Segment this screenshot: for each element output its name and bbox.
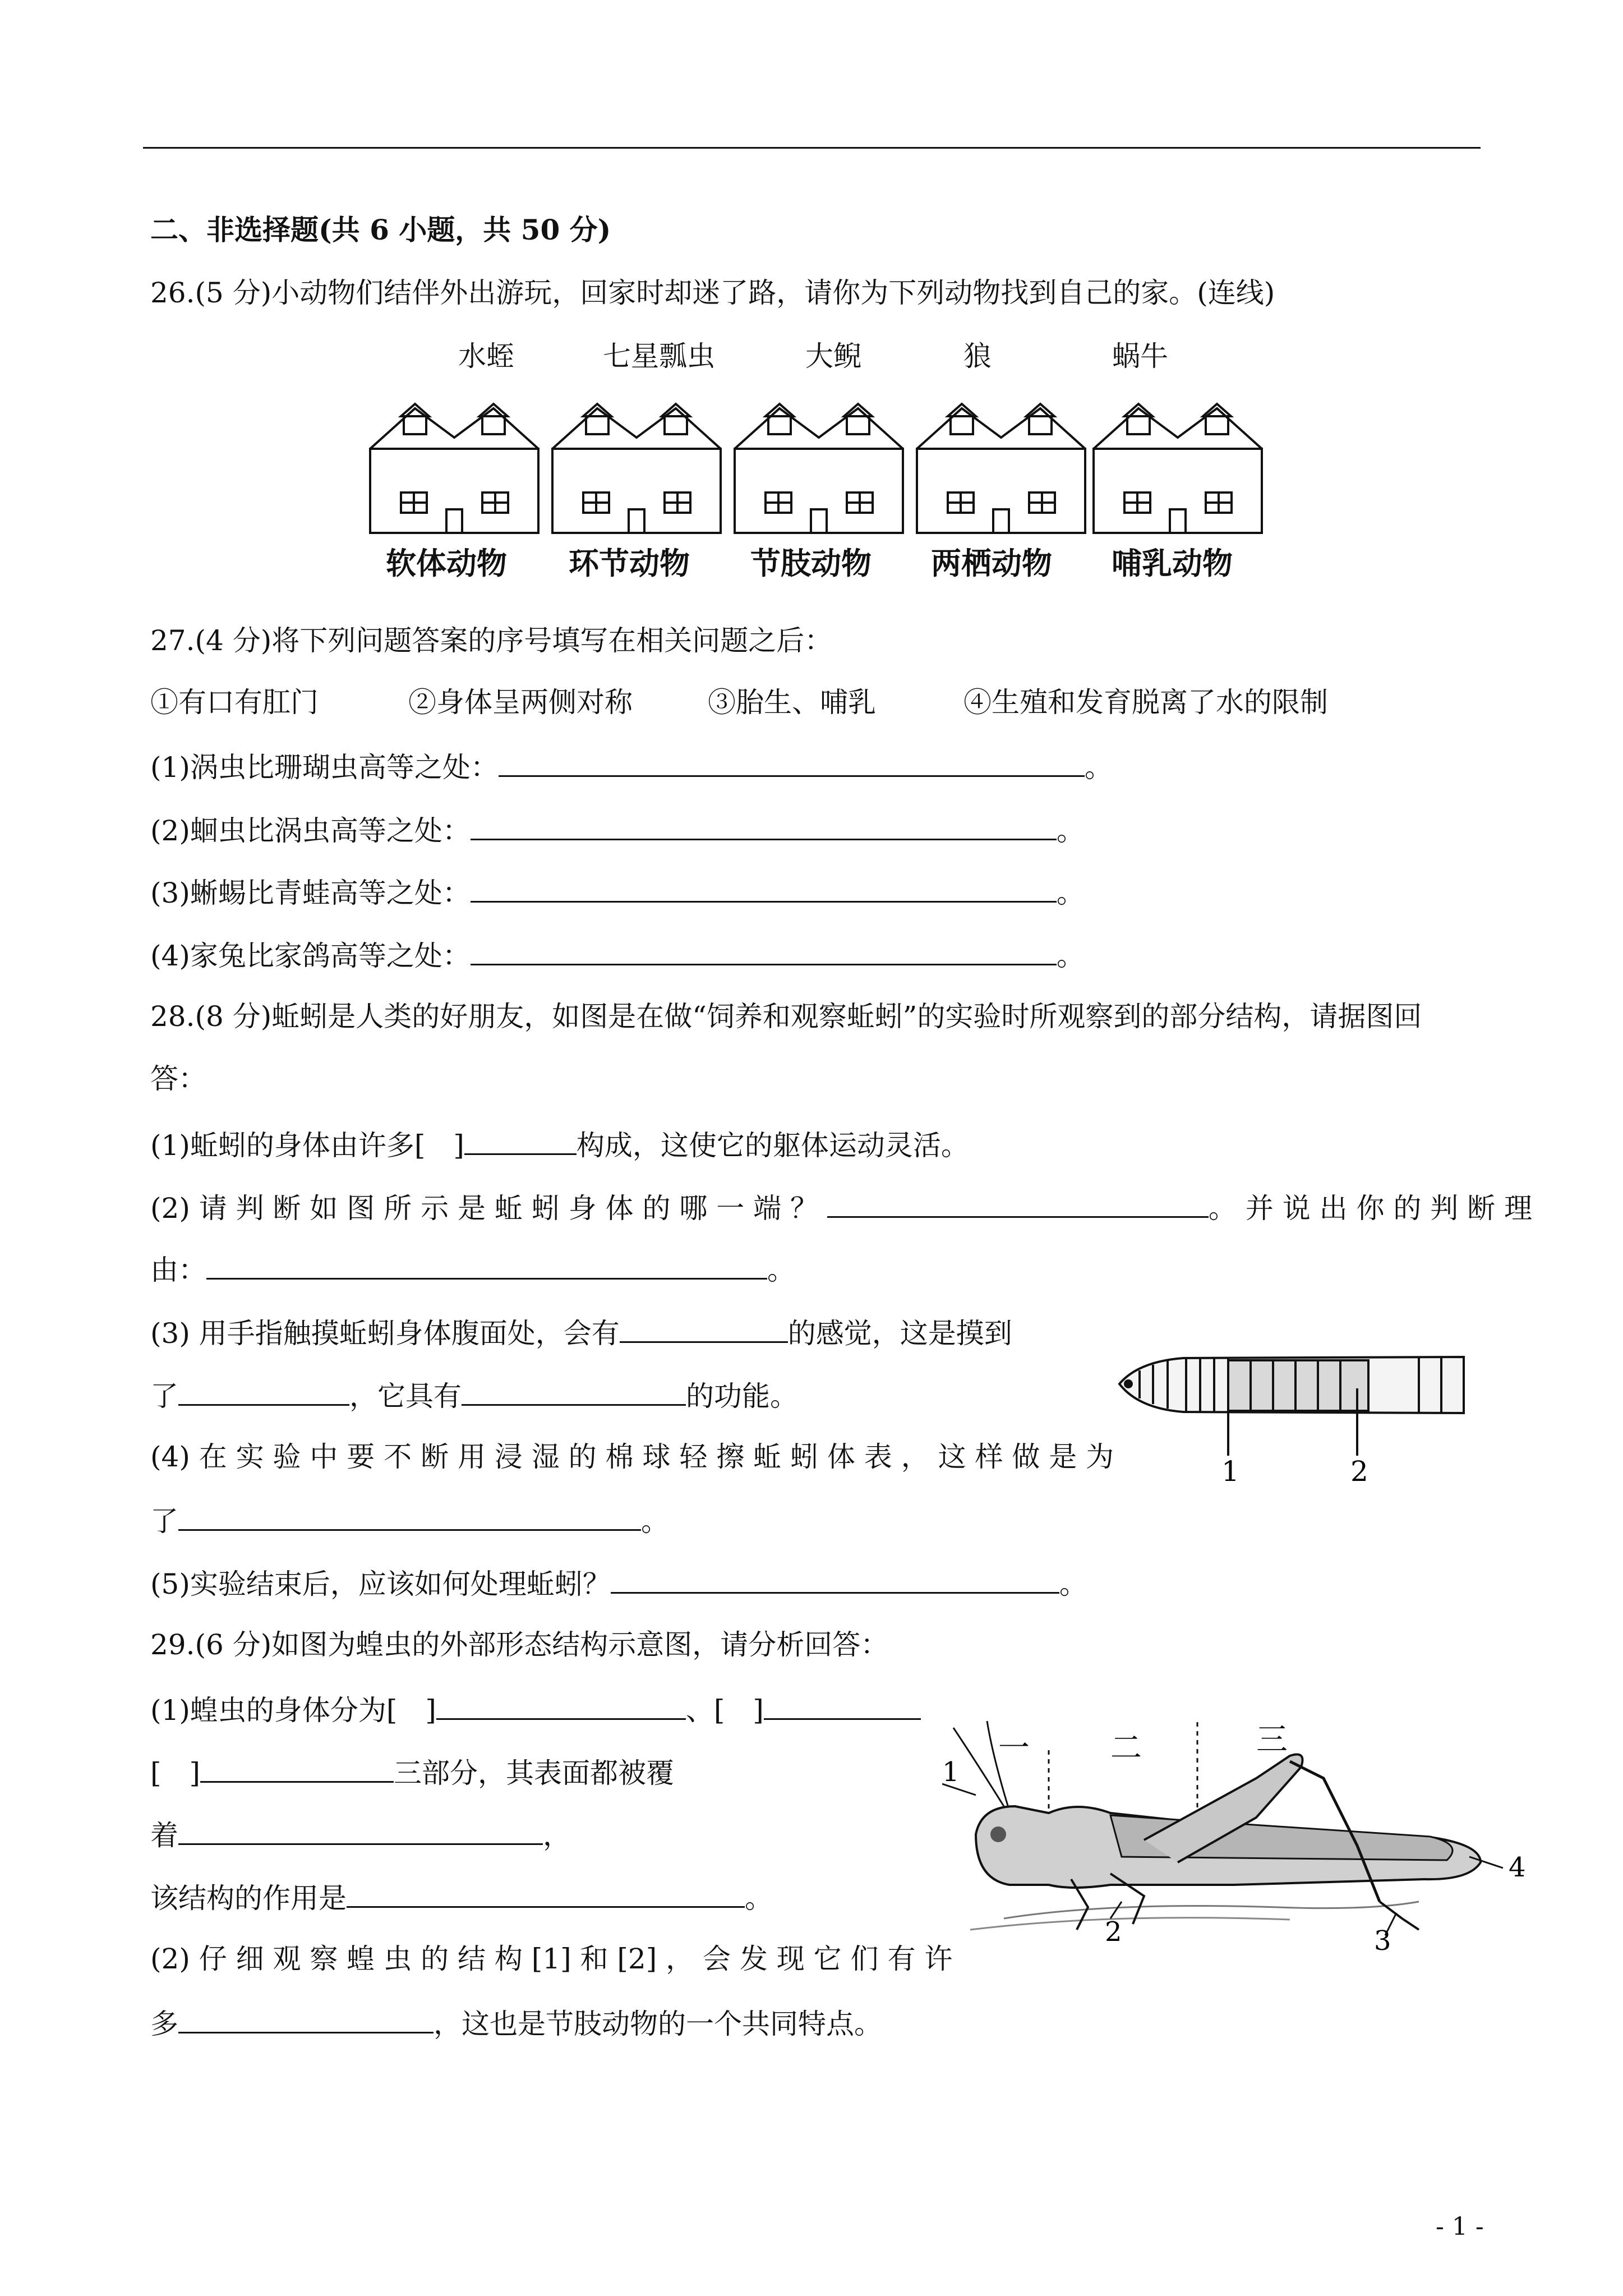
period: 。 — [1056, 877, 1085, 909]
q26-stem: 26.(5 分)小动物们结伴外出游玩，回家时却迷了路，请你为下列动物找到自己的家。(连线) — [150, 277, 1275, 309]
q29-part2-line2 — [150, 2005, 882, 2041]
answer-blank[interactable] — [347, 1879, 745, 1908]
answer-blank[interactable] — [178, 1502, 641, 1531]
q28-p1-text-end: 构成，这使它的躯体运动灵活。 — [576, 1129, 969, 1162]
q27-item-text: (4)家兔比家鸽高等之处： — [150, 940, 471, 972]
q29-p2-text-end: ，这也是节肢动物的一个共同特点。 — [434, 2008, 882, 2040]
period: 。 — [1056, 815, 1085, 847]
q28-stem-line2: 答： — [150, 1062, 206, 1095]
q27-stem: 27.(4 分)将下列问题答案的序号填写在相关问题之后： — [150, 624, 833, 657]
q28-p3-text-end: 的感觉，这是摸到 — [787, 1317, 1012, 1350]
q29-part1-line4 — [150, 1879, 773, 1915]
page-number: - 1 - — [1436, 2212, 1484, 2241]
q26-house-label: 环节动物 — [569, 546, 690, 581]
q29-part1 — [150, 1691, 921, 1727]
grasshopper-section-2: 二 — [1110, 1730, 1142, 1766]
answer-blank[interactable] — [827, 1189, 1209, 1218]
house-icon — [917, 404, 1085, 533]
answer-blank[interactable] — [464, 1126, 577, 1155]
grasshopper-label-1: 1 — [942, 1756, 960, 1788]
q27-item — [150, 874, 1085, 910]
q28-p3-text: (3) 用手指触摸蚯蚓身体腹面处，会有 — [150, 1317, 620, 1350]
grasshopper-label-2: 2 — [1105, 1916, 1122, 1948]
answer-blank[interactable] — [462, 1377, 686, 1406]
answer-blank[interactable] — [611, 1565, 1059, 1594]
answer-blank[interactable] — [471, 812, 1057, 840]
q26-house-label: 软体动物 — [386, 546, 507, 581]
q26-animal: 大鲵 — [805, 340, 861, 372]
q28-stem-line1: 28.(8 分)蚯蚓是人类的好朋友，如图是在做“饲养和观察蚯蚓”的实验时所观察到的部分结构，请据图回 — [150, 1000, 1422, 1033]
q29-p1-text: 该结构的作用是 — [150, 1882, 347, 1915]
q28-part5 — [150, 1565, 1087, 1601]
grasshopper-section-1: 一 — [998, 1730, 1030, 1766]
answer-blank[interactable] — [178, 1377, 349, 1406]
answer-blank[interactable] — [499, 748, 1085, 777]
q29-p1-text: ， — [543, 1819, 571, 1852]
q28-p1-text: (1)蚯蚓的身体由许多[ ] — [150, 1129, 464, 1162]
q29-p1-text: (1)蝗虫的身体分为[ ] — [150, 1694, 436, 1727]
q28-p3-text-end: 的功能。 — [686, 1380, 798, 1412]
q27-item-text: (1)涡虫比珊瑚虫高等之处： — [150, 751, 499, 784]
q28-p4-text: 了 — [150, 1505, 178, 1538]
grasshopper-section-3: 三 — [1256, 1722, 1288, 1758]
q28-part2-reason — [150, 1251, 795, 1287]
answer-blank[interactable] — [178, 2005, 434, 2033]
q26-house-label: 节肢动物 — [750, 546, 872, 581]
q28-p2-reason-label: 由： — [150, 1254, 206, 1286]
q29-part1-line3 — [150, 1816, 571, 1852]
q28-p3-text: 了 — [150, 1380, 178, 1412]
period: 。 — [745, 1882, 773, 1915]
header-rule — [143, 147, 1481, 149]
q28-part4-line2 — [150, 1502, 669, 1538]
house-icon — [735, 404, 903, 533]
q26-animal: 七星瓢虫 — [603, 340, 715, 372]
period: 。 — [1059, 1568, 1087, 1600]
grasshopper-label-4: 4 — [1509, 1852, 1526, 1883]
answer-blank[interactable] — [471, 937, 1057, 965]
q26-animal: 狼 — [963, 340, 992, 372]
period: 。 — [641, 1505, 669, 1538]
q26-houses-figure — [359, 393, 1267, 544]
q26-animal: 水蛭 — [458, 340, 514, 372]
q27-option: ③胎生、哺乳 — [708, 686, 876, 719]
q28-p2-text-end: 。 并 说 出 你 的 判 断 理 — [1208, 1192, 1533, 1225]
answer-blank[interactable] — [178, 1816, 543, 1845]
q28-part3-line2 — [150, 1377, 798, 1413]
q26-house-label: 哺乳动物 — [1112, 546, 1233, 581]
answer-blank[interactable] — [471, 874, 1057, 903]
q29-p1-text: 三部分，其表面都被覆 — [394, 1757, 675, 1789]
period: 。 — [767, 1254, 795, 1286]
answer-blank[interactable] — [200, 1754, 394, 1783]
house-icon — [370, 404, 538, 533]
q29-p1-text: 、[ ] — [685, 1694, 764, 1727]
q28-p2-text: (2) 请 判 断 如 图 所 示 是 蚯 蚓 身 体 的 哪 一 端 ？ — [150, 1192, 819, 1225]
q28-p5-text: (5)实验结束后，应该如何处理蚯蚓？ — [150, 1568, 611, 1600]
q28-part4: (4) 在 实 验 中 要 不 断 用 浸 湿 的 棉 球 轻 擦 蚯 蚓 体 表 ， 这 样 做 是 为 — [150, 1441, 1114, 1473]
q28-p3-text: ，它具有 — [349, 1380, 462, 1412]
grasshopper-label-3: 3 — [1374, 1925, 1391, 1952]
q27-option: ②身体呈两侧对称 — [408, 686, 633, 719]
earthworm-label-1: 1 — [1221, 1455, 1239, 1488]
answer-blank[interactable] — [764, 1691, 921, 1720]
section-title: 二、非选择题(共 6 小题，共 50 分) — [150, 213, 611, 246]
answer-blank[interactable] — [206, 1251, 767, 1280]
q29-p1-text: [ ] — [150, 1757, 201, 1789]
q27-option: ①有口有肛门 — [150, 686, 319, 719]
q27-item — [150, 812, 1085, 848]
q29-stem: 29.(6 分)如图为蝗虫的外部形态结构示意图，请分析回答： — [150, 1628, 889, 1661]
answer-blank[interactable] — [436, 1691, 686, 1720]
q26-animal: 蜗牛 — [1112, 340, 1168, 372]
q28-part2 — [150, 1189, 1532, 1225]
answer-blank[interactable] — [620, 1314, 788, 1343]
period: 。 — [1056, 940, 1085, 972]
q29-p1-text: 着 — [150, 1819, 178, 1852]
grasshopper-figure — [942, 1717, 1537, 1952]
q26-house-label: 两栖动物 — [931, 546, 1052, 581]
q27-item — [150, 748, 1113, 784]
house-icon — [1094, 404, 1262, 533]
q27-item — [150, 937, 1085, 973]
q27-option: ④生殖和发育脱离了水的限制 — [963, 686, 1328, 719]
q29-part1-line2 — [150, 1754, 674, 1790]
q29-part2: (2) 仔 细 观 察 蝗 虫 的 结 构 [1] 和 [2] ， 会 发 现 它 们 有 许 — [150, 1943, 953, 1975]
q27-item-text: (2)蛔虫比涡虫高等之处： — [150, 815, 471, 847]
q28-part3 — [150, 1314, 1012, 1350]
q29-p2-text: 多 — [150, 2008, 178, 2040]
earthworm-label-2: 2 — [1350, 1455, 1368, 1488]
q28-part1 — [150, 1126, 969, 1162]
period: 。 — [1084, 751, 1113, 784]
house-icon — [552, 404, 721, 533]
earthworm-figure — [1116, 1343, 1475, 1495]
q27-item-text: (3)蜥蜴比青蛙高等之处： — [150, 877, 471, 909]
